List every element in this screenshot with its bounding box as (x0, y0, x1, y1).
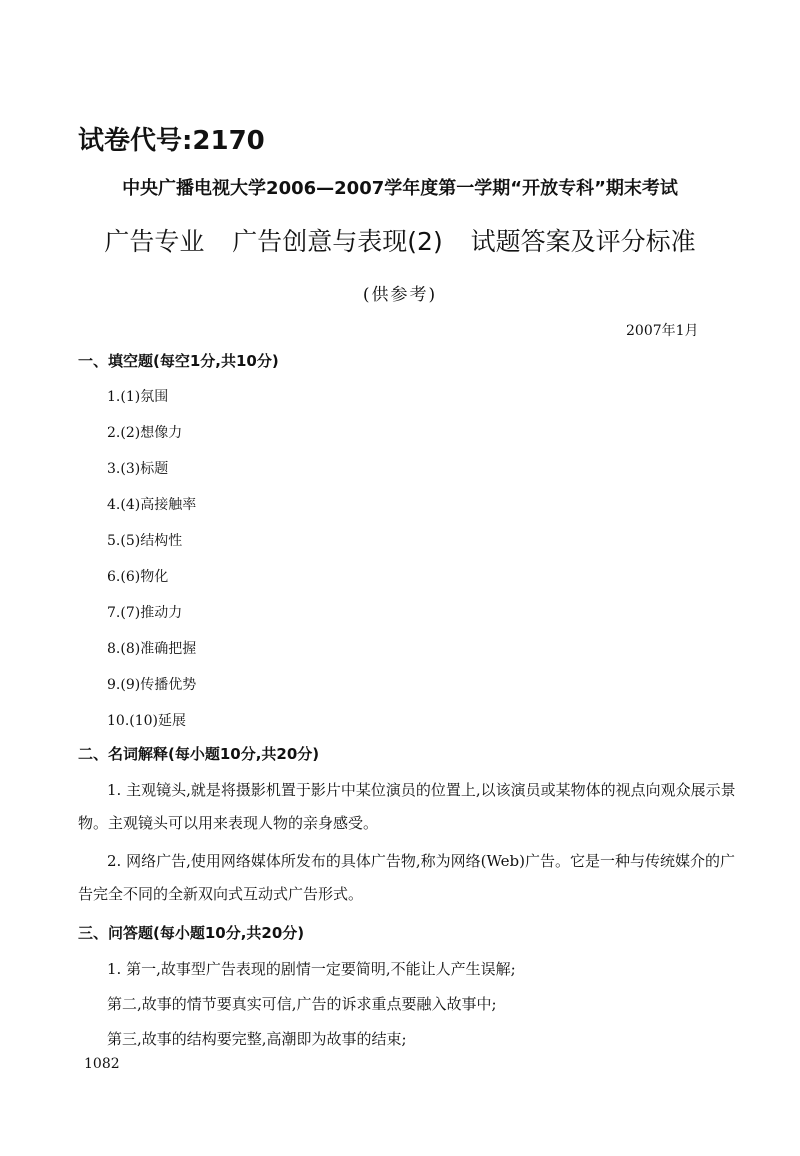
term-answer-paragraph: 2. 网络广告,使用网络媒体所发布的具体广告物,称为网络(Web)广告。它是一种与传统媒介的广告完全不同的全新双向式互动式广告形式。 (78, 852, 735, 903)
section-heading-term-explanation: 二、名词解释(每小题10分,共20分) (78, 745, 320, 763)
title-major: 广告专业 (104, 227, 205, 256)
answer-item: 6.(6)物化 (107, 569, 169, 585)
answer-item: 3.(3)标题 (107, 461, 169, 477)
answer-item: 10.(10)延展 (107, 713, 187, 729)
answer-item: 8.(8)准确把握 (107, 641, 197, 657)
document-title (0, 222, 800, 258)
qa-answer-line: 第二,故事的情节要真实可信,广告的诉求重点要融入故事中; (107, 995, 497, 1013)
answer-item: 7.(7)推动力 (107, 605, 183, 621)
exam-date: 2007年1月 (626, 323, 699, 339)
qa-answer-line: 1. 第一,故事型广告表现的剧情一定要简明,不能让人产生误解; (107, 960, 516, 978)
qa-answer-line: 第三,故事的结构要完整,高潮即为故事的结束; (107, 1030, 407, 1048)
reference-note: (供参考) (362, 285, 438, 305)
answer-item: 2.(2)想像力 (107, 425, 183, 441)
university-exam-line: 中央广播电视大学2006—2007学年度第一学期“开放专科”期末考试 (122, 178, 678, 199)
page-number: 1082 (84, 1056, 120, 1072)
answer-item: 1.(1)氛围 (107, 389, 169, 405)
paper-code: 试卷代号:2170 (78, 126, 265, 156)
section-heading-qa: 三、问答题(每小题10分,共20分) (78, 924, 305, 942)
title-doc: 试题答案及评分标准 (470, 227, 696, 256)
answer-item: 4.(4)高接触率 (107, 497, 197, 513)
section-heading-fill-blank: 一、填空题(每空1分,共10分) (78, 352, 279, 370)
term-answer-paragraph: 1. 主观镜头,就是将摄影机置于影片中某位演员的位置上,以该演员或某物体的视点向观众展示景物。主观镜头可以用来表现人物的亲身感受。 (78, 781, 736, 832)
answer-item: 9.(9)传播优势 (107, 677, 197, 693)
answer-item: 5.(5)结构性 (107, 533, 183, 549)
title-course: 广告创意与表现(2) (232, 227, 443, 256)
